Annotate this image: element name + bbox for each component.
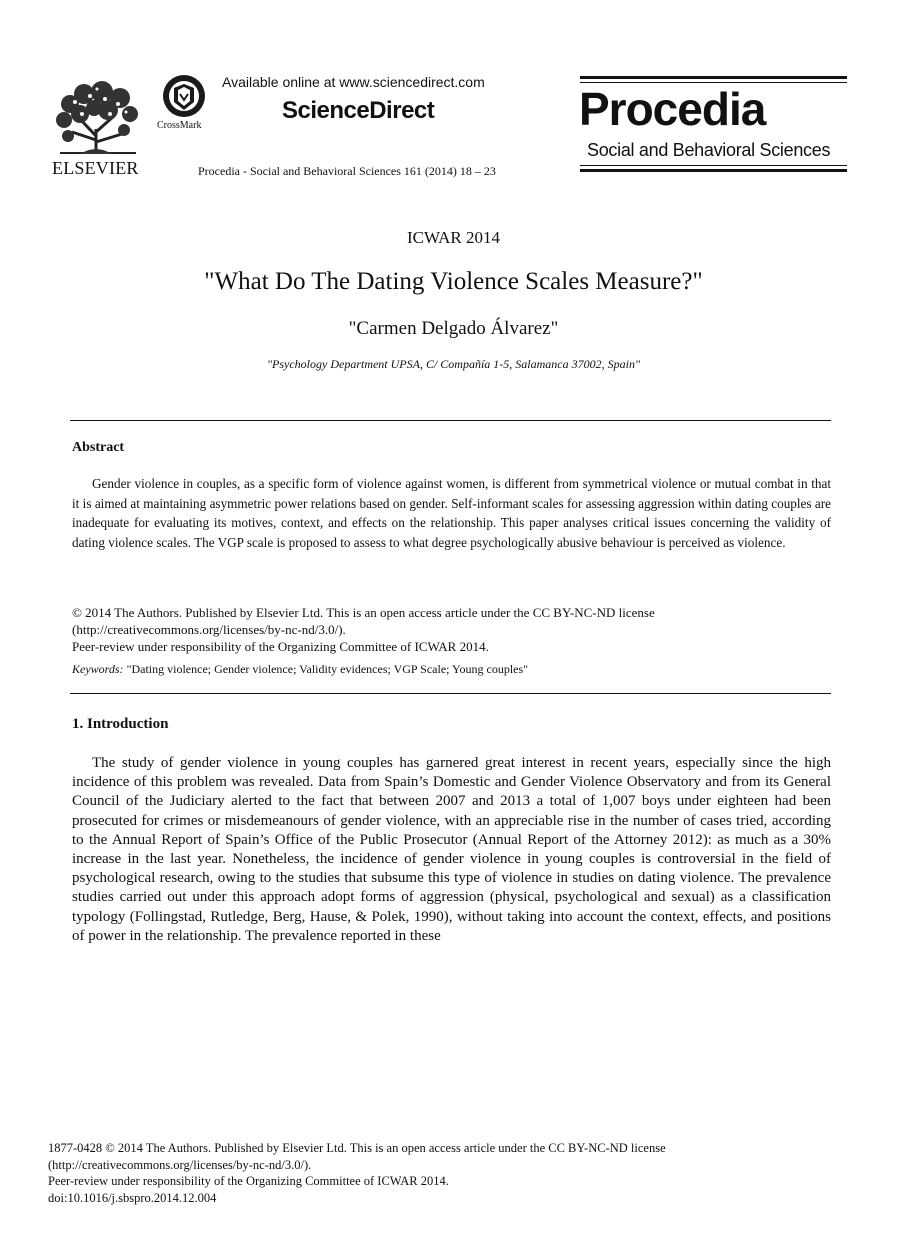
keywords-label: Keywords: (72, 662, 124, 676)
procedia-subtitle: Social and Behavioral Sciences (587, 140, 831, 160)
available-online-text: Available online at www.sciencedirect.com (222, 74, 485, 90)
introduction-text: The study of gender violence in young couples has garnered great interest in recent years, especially since the high incidence of this problem was revealed. Data from Spain’s Domestic and Gender Violence Observatory and from its General Council of the Judiciary alerted to the fact that between 2007 and 2013 a total of 1,007 boys under eighteen had been prosecuted for crimes or misdemeanours of gender violence, with an appreciable rise in the number of cases tried, according to the Annual Report of Spain’s Office of the Public Prosecutor (Annual Report of the Attorney 2012): as much as a 30% increase in the last year. Nonetheless, the incidence of gender violence in young couples is controversial in the field of psychological research, owing to the studies that subsume this type of violence in studies on dating violence. The prevalence studies carried out under this approach adopt forms of aggression (physical, psychological and sexual) as a classification typology (Follingstad, Rutledge, Berg, Hause, & Polek, 1990), without taking into account the context, effects, and positions of power in the relationship. The prevalence reported in these (72, 755, 831, 944)
keywords-list: "Dating violence; Gender violence; Validity evidences; VGP Scale; Young couples" (126, 662, 529, 676)
procedia-rule (580, 76, 847, 79)
footer-license-link[interactable]: (http://creativecommons.org/licenses/by-nc-nd/3.0/). (48, 1157, 312, 1172)
footer-issn-copyright: 1877-0428 © 2014 The Authors. Published by Elsevier Ltd. This is an open access article under the CC BY-NC-ND license (48, 1141, 666, 1155)
procedia-rule (580, 169, 847, 172)
keywords-line (72, 662, 831, 677)
license-link[interactable]: (http://creativecommons.org/licenses/by-nc-nd/3.0/). (72, 622, 346, 637)
footer-doi[interactable]: doi:10.1016/j.sbspro.2014.12.004 (48, 1190, 217, 1205)
elsevier-logo-text: ELSEVIER (52, 158, 139, 178)
abstract-heading: Abstract (72, 440, 125, 455)
section-heading-introduction: 1. Introduction (72, 716, 169, 732)
crossmark-label: CrossMark (157, 120, 202, 131)
procedia-title: Procedia (579, 83, 766, 135)
divider (70, 420, 831, 421)
divider (70, 693, 831, 694)
journal-citation: Procedia - Social and Behavioral Sciences 161 (2014) 18 – 23 (198, 164, 496, 178)
abstract-text: Gender violence in couples, as a specific form of violence against women, is different from symmetrical violence or mutual combat in that it is aimed at maintaining asymmetric power relations based on gender. Self-informant scales for assessing aggression within dating couples are inadequate for evaluating its motives, context, and effects on the relationship. This paper analyses critical issues concerning the validity of dating violence scales. The VGP scale is proposed to assess to what degree psychologically abusive behaviour is perceived as violence. (72, 476, 831, 550)
copyright-line: © 2014 The Authors. Published by Elsevier Ltd. This is an open access article under the CC BY-NC-ND license (72, 605, 655, 620)
paper-title: "What Do The Dating Violence Scales Measure?" (204, 268, 703, 295)
page-footer (48, 1140, 848, 1206)
procedia-rule (580, 165, 847, 166)
conference-name: ICWAR 2014 (406, 228, 501, 247)
copyright-block (72, 604, 831, 655)
author-affiliation: "Psychology Department UPSA, C/ Compañía 1-5, Salamanca 37002, Spain" (266, 357, 641, 371)
footer-peer-review: Peer-review under responsibility of the Organizing Committee of ICWAR 2014. (48, 1174, 449, 1188)
author-name: "Carmen Delgado Álvarez" (348, 318, 559, 339)
peer-review-line: Peer-review under responsibility of the Organizing Committee of ICWAR 2014. (72, 639, 489, 654)
sciencedirect-logo[interactable]: ScienceDirect (282, 97, 435, 124)
